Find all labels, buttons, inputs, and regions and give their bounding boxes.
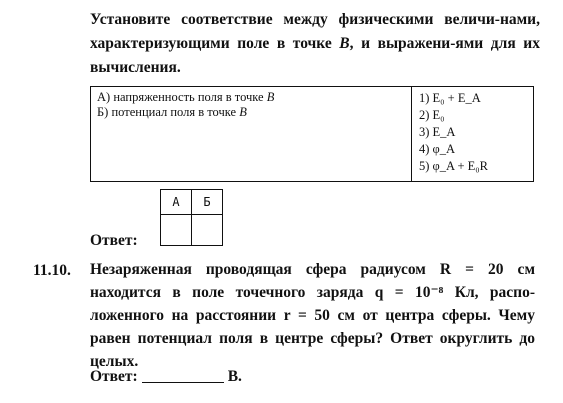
quantity-b-point: B [239,105,247,119]
answer-grid-cell-b[interactable] [192,215,223,246]
expression-item-1: 1) E₀ + E_A [419,91,481,105]
final-answer-label: Ответ: [90,368,138,385]
expression-item-4: 4) φ_A [419,142,456,156]
matching-table [90,86,534,182]
answer-grid-cell-a[interactable] [161,215,192,246]
answer-grid-header-b: Б [192,190,223,215]
quantity-b-text: Б) потенциал поля в точке [97,105,240,119]
intro-text-before: Установите соответствие между физическими величи-нами, характеризующими поле в точке [90,11,540,52]
quantity-a-point: B [266,90,275,104]
problem-number: 11.10. [33,262,71,279]
problem-text: Незаряженная проводящая сфера радиусом R = 20 см находится в поле точечного заряда q = 10⁻⁸ Кл, распо-ложенного на расстоянии r = 50 см от центра сферы. Чему равен потенциал поля в центре сферы? Ответ округлить до целых. [90,261,535,370]
answer-grid-header-a: А [161,190,192,215]
answer-blank[interactable] [142,382,224,383]
expression-item-2: 2) E₀ [419,108,445,122]
expressions-column [413,87,533,187]
final-answer-line [90,368,242,386]
quantity-item-a [97,90,405,105]
intro-paragraph [90,8,540,80]
expression-item-5: 5) φ_A + E₀R [419,159,488,173]
intro-point-letter: B [339,35,350,52]
quantity-a-text: А) напряженность поля в точке [97,90,267,104]
answer-label: Ответ: [90,232,138,249]
expression-item-3: 3) E_A [419,125,456,139]
intro-text-after: , и выражени-ями для их вычисления. [90,35,540,76]
final-answer-unit: В. [227,368,242,385]
answer-grid [160,189,223,246]
quantities-column [91,87,412,181]
quantity-item-b [97,105,405,120]
